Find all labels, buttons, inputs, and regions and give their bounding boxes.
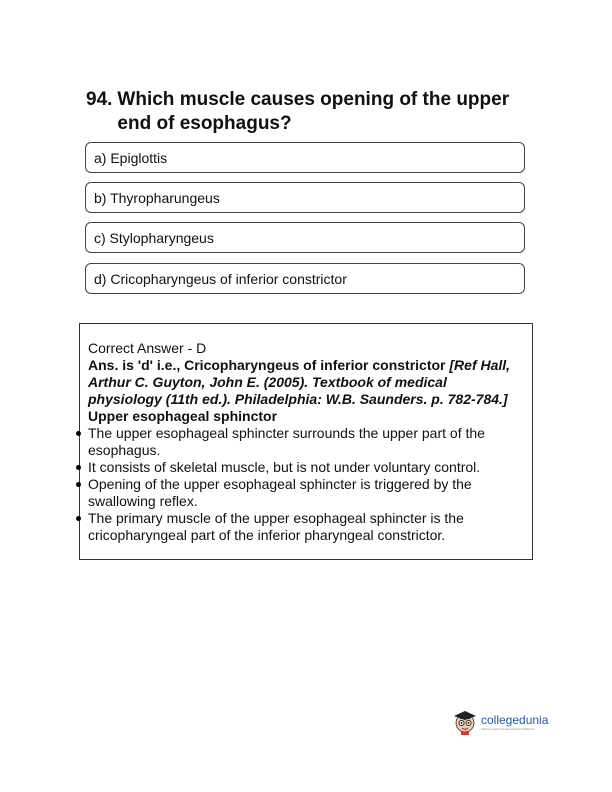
list-item xyxy=(88,510,524,544)
option-a[interactable] xyxy=(85,142,525,173)
list-item-text: Opening of the upper esophageal sphincter is triggered by the swallowing reflex. xyxy=(88,476,472,509)
answer-explanation-box xyxy=(79,323,533,560)
answer-bold-text: Ans. is 'd' i.e., Cricopharyngeus of inferior constrictor xyxy=(88,357,450,373)
bullet-icon xyxy=(76,465,81,470)
option-b-label: b) Thyropharungeus xyxy=(94,189,220,206)
bullet-icon xyxy=(76,431,81,436)
list-item xyxy=(88,476,524,510)
correct-answer-line: Correct Answer - D xyxy=(88,340,207,356)
answer-reference: [Ref Hall, Arthur C. Guyton, John E. (2005). Textbook of medical physiology (11th ed.). Philadelphia: W.B. Saunders. p. 782-784.] xyxy=(88,357,511,407)
list-item xyxy=(88,425,524,459)
list-item-text: The primary muscle of the upper esophageal sphincter is the cricopharyngeal part of the inferior pharyngeal constrictor. xyxy=(88,510,464,543)
logo-name: collegedunia xyxy=(481,712,549,727)
option-d[interactable] xyxy=(85,263,525,294)
question-number: 94. xyxy=(86,89,113,110)
bullet-icon xyxy=(76,516,81,521)
list-item-text: It consists of skeletal muscle, but is not under voluntary control. xyxy=(88,459,481,475)
list-item xyxy=(88,459,524,476)
option-d-label: d) Cricopharyngeus of inferior constrictor xyxy=(94,270,347,287)
question-text: Which muscle causes opening of the upper end of esophagus? xyxy=(117,89,510,134)
mascot-icon xyxy=(452,708,478,736)
section-heading: Upper esophageal sphinctor xyxy=(88,408,278,424)
bullet-icon xyxy=(76,482,81,487)
question-heading xyxy=(86,88,526,136)
bullet-list xyxy=(88,425,524,544)
answer-statement xyxy=(88,357,524,408)
option-b[interactable] xyxy=(85,182,525,213)
collegedunia-logo xyxy=(452,705,552,739)
option-c-label: c) Stylopharyngeus xyxy=(94,229,214,246)
logo-tagline: India's Largest Student Review Platform xyxy=(481,726,535,731)
list-item-text: The upper esophageal sphincter surrounds the upper part of the esophagus. xyxy=(88,425,485,458)
option-c[interactable] xyxy=(85,222,525,253)
option-a-label: a) Epiglottis xyxy=(94,149,168,166)
